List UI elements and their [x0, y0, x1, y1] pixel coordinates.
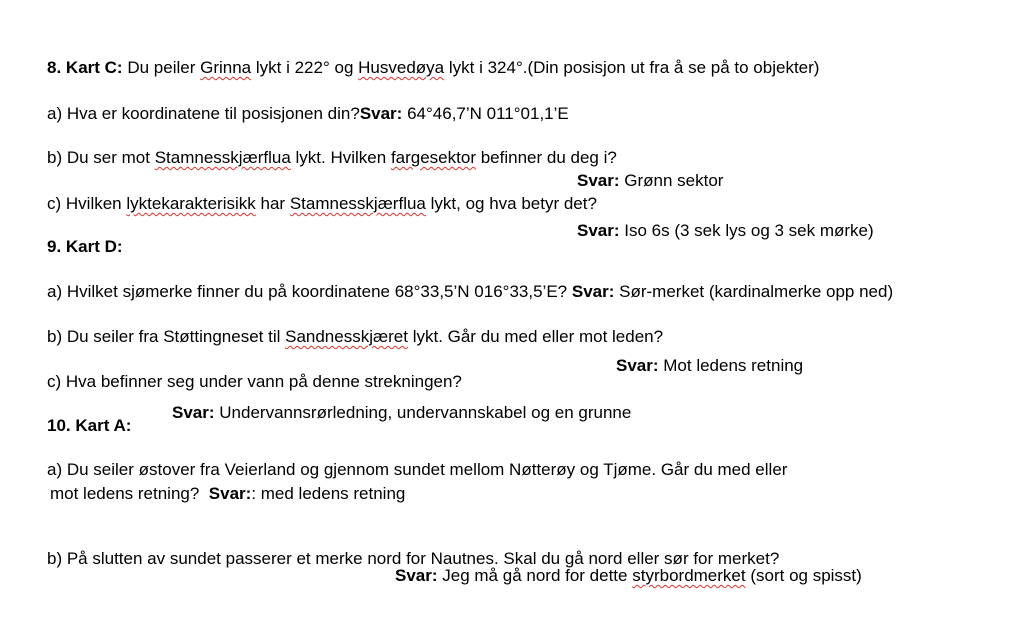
q10-heading: 10. Kart A:	[47, 416, 132, 435]
q8b-text-1: b) Du ser mot	[47, 148, 150, 167]
q8-number: 8.	[47, 58, 62, 77]
q10b-answer-label: Svar:	[395, 566, 438, 585]
q8-line	[47, 58, 819, 78]
q9b-word-1: Sandnesskjæret	[285, 327, 408, 346]
q8-text-3: lykt i 324°.(Din posisjon ut fra å se på to objekter)	[448, 58, 820, 77]
q10a-line-2	[50, 484, 405, 504]
q8b-text-2: lykt. Hvilken	[295, 148, 387, 167]
q8a-line	[47, 104, 569, 124]
q8b-answer-label: Svar:	[577, 171, 620, 190]
q8c-answer-line	[577, 221, 874, 241]
q10b-answer-word: styrbordmerket	[632, 566, 746, 585]
q9b-answer-label: Svar:	[616, 356, 659, 375]
q8-map: Kart C:	[65, 58, 123, 77]
q9c-answer-label: Svar:	[172, 403, 215, 422]
q8-text-2: lykt i 222° og	[255, 58, 354, 77]
q9c-question: c) Hva befinner seg under vann på denne strekningen?	[47, 372, 462, 391]
q8a-question: a) Hva er koordinatene til posisjonen din?	[47, 104, 360, 123]
q9c-answer: Undervannsrørledning, undervannskabel og en grunne	[219, 403, 632, 422]
q9b-line	[47, 327, 663, 347]
q10a-answer-label: Svar:	[208, 484, 252, 503]
q9b-text-1: b) Du seiler fra Støttingneset til	[47, 327, 281, 346]
q8b-answer: Grønn sektor	[624, 171, 724, 190]
q9b-answer: Mot ledens retning	[663, 356, 804, 375]
q8-text-1: Du peiler	[127, 58, 196, 77]
q8c-text-2: har	[260, 194, 286, 213]
q8c-answer: Iso 6s (3 sek lys og 3 sek mørke)	[624, 221, 874, 240]
q9b-answer-line	[616, 356, 803, 376]
q8c-answer-label: Svar:	[577, 221, 620, 240]
q8b-text-3: befinner du deg i?	[480, 148, 617, 167]
q8c-word-1: lyktekarakterisikk	[126, 194, 256, 213]
q8b-word-1: Stamnesskjærflua	[154, 148, 291, 167]
q9a-answer: Sør-merket (kardinalmerke opp ned)	[619, 282, 894, 301]
q8b-word-2: fargesektor	[390, 148, 476, 167]
q8c-text-1: c) Hvilken	[47, 194, 122, 213]
q10b-question: b) På slutten av sundet passerer et merke nord for Nautnes. Skal du gå nord eller sør for merket?	[47, 549, 780, 568]
q9c-answer-line	[172, 403, 631, 423]
q8c-line	[47, 194, 597, 214]
q10b-answer-1: Jeg må gå nord for dette	[442, 566, 628, 585]
q10a-question-line-2: mot ledens retning?	[50, 484, 200, 503]
q8c-text-3: lykt, og hva betyr det?	[430, 194, 597, 213]
q8a-answer-label: Svar:	[359, 104, 403, 123]
q9a-line	[47, 282, 893, 302]
q10b-answer-2: (sort og spisst)	[750, 566, 862, 585]
q10a-answer: : med ledens retning	[251, 484, 406, 503]
q8b-answer-line	[577, 171, 723, 191]
q8a-answer: 64°46,7’N 011°01,1’E	[407, 104, 569, 123]
q8-word-husvedoya: Husvedøya	[358, 58, 445, 77]
q8c-word-2: Stamnesskjærflua	[289, 194, 426, 213]
q9a-question: a) Hvilket sjømerke finner du på koordinatene 68°33,5’N 016°33,5’E?	[47, 282, 568, 301]
q10b-answer-line	[395, 566, 862, 586]
q9a-answer-label: Svar:	[571, 282, 615, 301]
q8b-line	[47, 148, 617, 168]
q8-word-grinna: Grinna	[200, 58, 252, 77]
q9-heading: 9. Kart D:	[47, 237, 123, 256]
q9b-text-2: lykt. Går du med eller mot leden?	[412, 327, 664, 346]
q10a-question-line-1: a) Du seiler østover fra Veierland og gjennom sundet mellom Nøtterøy og Tjøme. Går du med eller	[47, 460, 788, 479]
